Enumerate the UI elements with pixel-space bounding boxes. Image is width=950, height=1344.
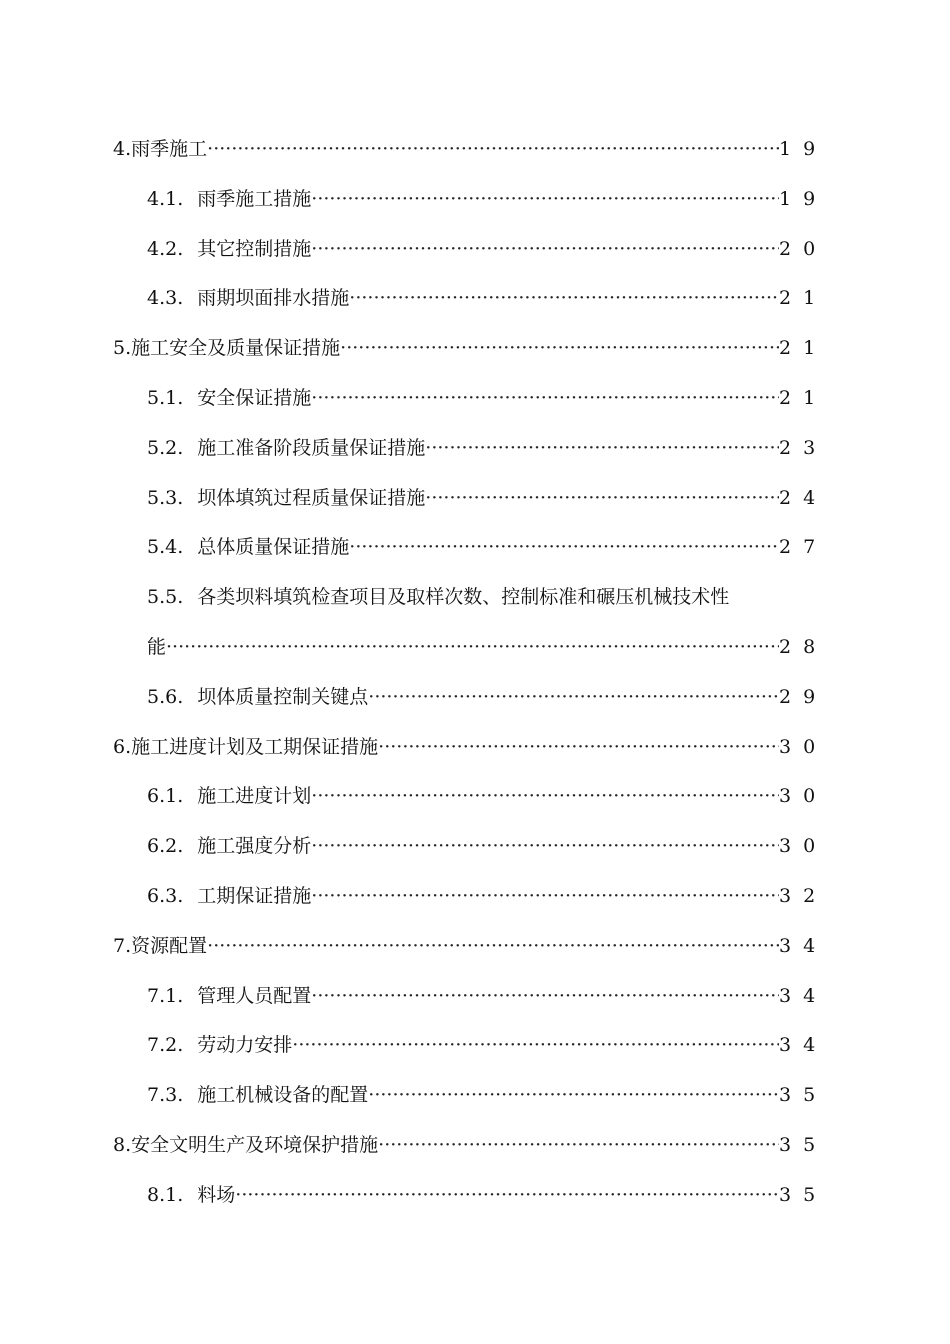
toc-page-number: 34 [779, 934, 828, 957]
toc-leader-dots [311, 822, 779, 872]
toc-title: 施工准备阶段质量保证措施 [197, 436, 426, 459]
toc-title: 雨季施工 [131, 138, 208, 160]
toc-title: 施工机械设备的配置 [197, 1084, 369, 1107]
toc-leader-dots [311, 972, 779, 1022]
toc-leader-dots [378, 1121, 779, 1171]
toc-title: 施工进度计划 [197, 785, 312, 808]
toc-page-number: 28 [779, 635, 828, 658]
toc-page-number: 19 [779, 138, 828, 160]
toc-title: 雨期坝面排水措施 [197, 287, 350, 310]
toc-title: 施工强度分析 [197, 835, 312, 858]
toc-page-number: 29 [779, 685, 828, 708]
toc-title: 劳动力安排 [197, 1034, 293, 1057]
toc-entry-5-3[interactable] [0, 474, 950, 524]
toc-number: 5.1. [147, 386, 184, 409]
toc-entry-5-2[interactable] [0, 424, 950, 474]
toc-page-number: 35 [779, 1183, 828, 1206]
toc-number: 5.5. [147, 586, 184, 609]
toc-leader-dots [340, 324, 779, 374]
toc-number: 4.2. [147, 237, 184, 260]
toc-entry-4[interactable] [0, 125, 950, 175]
toc-leader-dots [207, 125, 779, 175]
toc-number: 6. [113, 735, 132, 758]
toc-number: 5. [113, 337, 132, 360]
toc-entry-4-3[interactable] [0, 274, 950, 324]
toc-entry-5-1[interactable] [0, 374, 950, 424]
toc-page-number: 34 [779, 984, 828, 1007]
toc-page-number: 34 [779, 1034, 828, 1057]
toc-number: 5.6. [147, 685, 184, 708]
toc-number: 7.3. [147, 1084, 184, 1107]
toc-title: 安全保证措施 [197, 386, 312, 409]
table-of-contents [0, 125, 950, 1221]
toc-title: 施工进度计划及工期保证措施 [131, 735, 379, 758]
toc-title: 坝体质量控制关键点 [197, 685, 369, 708]
toc-number: 8. [113, 1133, 132, 1156]
toc-page-number: 23 [779, 436, 828, 459]
toc-entry-6[interactable] [0, 723, 950, 773]
toc-entry-7-1[interactable] [0, 972, 950, 1022]
toc-entry-7-2[interactable] [0, 1021, 950, 1071]
toc-page-number: 32 [779, 884, 828, 907]
toc-entry-5-6[interactable] [0, 673, 950, 723]
toc-entry-4-2[interactable] [0, 225, 950, 275]
toc-number: 4.3. [147, 287, 184, 310]
toc-leader-dots [235, 1171, 779, 1221]
toc-leader-dots [207, 922, 779, 972]
toc-entry-6-3[interactable] [0, 872, 950, 922]
toc-title: 雨季施工措施 [197, 187, 312, 210]
toc-entry-5-5[interactable] [0, 573, 950, 623]
toc-page-number: 21 [779, 386, 828, 409]
toc-title: 管理人员配置 [197, 984, 312, 1007]
toc-title: 坝体填筑过程质量保证措施 [197, 486, 426, 509]
toc-entry-6-2[interactable] [0, 822, 950, 872]
toc-entry-7[interactable] [0, 922, 950, 972]
toc-entry-8-1[interactable] [0, 1171, 950, 1221]
toc-entry-6-1[interactable] [0, 772, 950, 822]
toc-leader-dots [166, 623, 779, 673]
toc-page-number: 21 [779, 287, 828, 310]
toc-title: 工期保证措施 [197, 884, 312, 907]
toc-page-number: 30 [779, 785, 828, 808]
toc-leader-dots [349, 274, 779, 324]
toc-title: 料场 [197, 1183, 236, 1206]
toc-leader-dots [349, 523, 779, 573]
toc-page-number: 27 [779, 536, 828, 559]
toc-number: 5.3. [147, 486, 184, 509]
toc-number: 6.2. [147, 835, 184, 858]
toc-leader-dots [425, 424, 779, 474]
toc-number: 7.2. [147, 1034, 184, 1057]
toc-page-number: 21 [779, 337, 828, 360]
toc-leader-dots [368, 673, 779, 723]
toc-number: 4. [113, 138, 132, 160]
toc-page-number: 24 [779, 486, 828, 509]
toc-page-number: 30 [779, 735, 828, 758]
toc-entry-7-3[interactable] [0, 1071, 950, 1121]
toc-number: 5.4. [147, 536, 184, 559]
toc-number: 8.1. [147, 1183, 184, 1206]
toc-entry-4-1[interactable] [0, 175, 950, 225]
toc-page-number: 30 [779, 835, 828, 858]
toc-page-number: 19 [779, 187, 828, 210]
toc-entry-8[interactable] [0, 1121, 950, 1171]
toc-page-number: 35 [779, 1084, 828, 1107]
toc-leader-dots [378, 723, 779, 773]
toc-number: 6.3. [147, 884, 184, 907]
toc-leader-dots [311, 772, 779, 822]
toc-title: 安全文明生产及环境保护措施 [131, 1133, 379, 1156]
toc-entry-5-5-continued[interactable] [0, 623, 950, 673]
toc-leader-dots [311, 872, 779, 922]
toc-number: 7.1. [147, 984, 184, 1007]
toc-leader-dots [311, 175, 779, 225]
toc-title-continuation: 能 [147, 635, 167, 658]
toc-number: 6.1. [147, 785, 184, 808]
toc-title: 施工安全及质量保证措施 [131, 337, 341, 360]
toc-page-number: 20 [779, 237, 828, 260]
toc-title: 其它控制措施 [197, 237, 312, 260]
toc-leader-dots [311, 225, 779, 275]
toc-title: 资源配置 [131, 934, 208, 957]
toc-number: 4.1. [147, 187, 184, 210]
toc-number: 5.2. [147, 436, 184, 459]
toc-entry-5-4[interactable] [0, 523, 950, 573]
toc-page-number: 35 [779, 1133, 828, 1156]
toc-leader-dots [292, 1021, 779, 1071]
toc-entry-5[interactable] [0, 324, 950, 374]
toc-leader-dots [425, 474, 779, 524]
toc-number: 7. [113, 934, 132, 957]
toc-leader-dots [368, 1071, 779, 1121]
toc-leader-dots [311, 374, 779, 424]
toc-title: 各类坝料填筑检查项目及取样次数、控制标准和碾压机械技术性 [197, 586, 730, 609]
toc-title: 总体质量保证措施 [197, 536, 350, 559]
